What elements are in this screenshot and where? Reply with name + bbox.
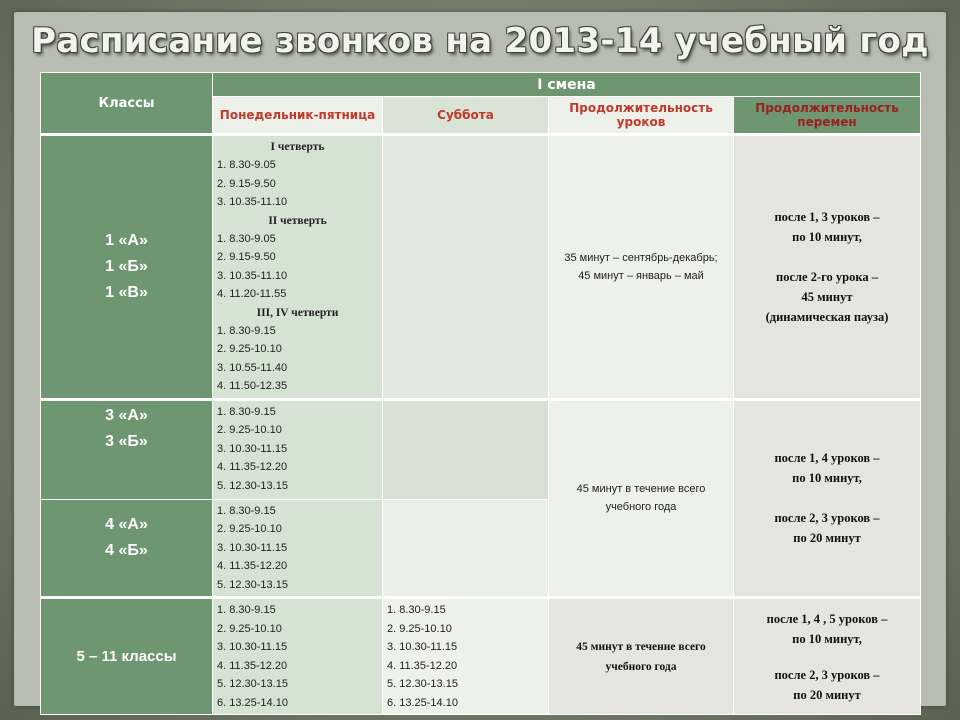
lesson-time: 3. 10.35-11.10 [217, 269, 288, 282]
lesson-time: 1. 8.30-9.15 [217, 504, 276, 517]
break-line: по 10 минут, [792, 631, 862, 646]
duration-line: 45 минут в течение всего [576, 483, 706, 496]
lesson-time: 2. 9.25-10.10 [217, 343, 282, 355]
grade1-breaks [734, 135, 921, 400]
break-line: по 10 минут, [792, 471, 862, 486]
grade34-breaks [734, 399, 921, 598]
lesson-time: 5. 12.30-13.15 [217, 578, 288, 591]
lesson-time: 3. 10.30-11.15 [217, 541, 288, 554]
break-line: после 2, 3 уроков – [774, 511, 880, 526]
duration-line: 45 минут – январь – май [578, 269, 704, 282]
lesson-time: 3. 10.55-11.40 [217, 361, 288, 374]
schedule-table [40, 72, 921, 715]
break-line: после 1, 4 , 5 уроков – [766, 611, 888, 626]
class-label: 4 «Б» [105, 541, 148, 559]
lesson-time: 2. 9.15-9.50 [217, 251, 276, 263]
lesson-time: 3. 10.30-11.15 [217, 641, 288, 653]
grade4-saturday-empty [383, 499, 549, 598]
lesson-time: 5. 12.30-13.15 [217, 678, 288, 690]
lesson-time: 2. 9.25-10.10 [387, 622, 452, 635]
header-shift: I смена [213, 73, 921, 97]
lesson-time: 2. 9.25-10.10 [217, 523, 282, 535]
classes-grade4 [41, 499, 213, 598]
grade4-mon-fri-schedule [213, 499, 383, 598]
lesson-time: 3. 10.30-11.15 [217, 442, 288, 455]
lesson-time: 4. 11.35-12.20 [217, 659, 288, 672]
break-line: после 1, 3 уроков – [774, 209, 880, 224]
break-line: по 10 минут, [792, 229, 862, 244]
lesson-time: 1. 8.30-9.05 [217, 232, 276, 245]
grade1-saturday-empty [383, 135, 549, 400]
grade34-lesson-duration [549, 399, 734, 598]
quarter-label: II четверть [268, 214, 327, 227]
class-label: 3 «Б» [105, 432, 148, 450]
break-line: по 20 минут [793, 687, 861, 702]
classes-grade5-11: 5 – 11 классы [41, 598, 213, 715]
classes-grade3 [41, 399, 213, 499]
header-saturday: Суббота [383, 97, 549, 135]
break-spacer [734, 649, 920, 665]
quarter-label: I четверть [270, 141, 325, 153]
lesson-time: 1. 8.30-9.15 [217, 324, 276, 337]
quarter-label: III, IV четверти [256, 306, 339, 319]
break-line: после 2-го урока – [776, 269, 878, 284]
grade5-11-saturday-schedule [383, 598, 549, 715]
lesson-time: 4. 11.50-12.35 [217, 380, 288, 392]
header-break-duration: Продолжительность перемен [734, 97, 921, 135]
lesson-time: 1. 8.30-9.15 [387, 604, 446, 616]
page-title: Расписание звонков на 2013-14 учебный год [31, 21, 929, 61]
class-label: 1 «Б» [105, 257, 148, 275]
lesson-time: 4. 11.35-12.20 [217, 560, 288, 572]
classes-grade1 [41, 135, 213, 400]
lesson-time: 1. 8.30-9.15 [217, 405, 276, 418]
header-lesson-duration: Продолжительность уроков [549, 97, 734, 135]
grade5-11-lesson-duration [549, 598, 734, 715]
lesson-time: 2. 9.25-10.10 [217, 622, 282, 635]
lesson-time: 6. 13.25-14.10 [217, 696, 288, 709]
break-line: 45 минут [801, 289, 853, 304]
duration-line: учебного года [605, 660, 677, 673]
break-spacer [734, 247, 920, 267]
grade5-11-mon-fri-schedule [213, 598, 383, 715]
grade5-11-breaks [734, 598, 921, 715]
lesson-time: 3. 10.30-11.15 [387, 641, 458, 653]
header-mon-fri: Понедельник-пятница [213, 97, 383, 135]
lesson-time: 5. 12.30-13.15 [217, 479, 288, 492]
grade1-mon-fri-schedule [213, 135, 383, 400]
class-label: 4 «А» [105, 515, 148, 533]
break-line: (динамическая пауза) [765, 309, 889, 324]
lesson-time: 2. 9.25-10.10 [217, 424, 282, 436]
break-line: по 20 минут [793, 531, 861, 546]
lesson-time: 4. 11.35-12.20 [387, 659, 458, 672]
break-spacer [734, 488, 920, 508]
lesson-time: 2. 9.15-9.50 [217, 177, 276, 190]
lesson-time: 4. 11.35-12.20 [217, 461, 288, 473]
duration-line: 45 минут в течение всего [576, 640, 706, 653]
header-classes: Классы [41, 73, 213, 135]
lesson-time: 1. 8.30-9.05 [217, 159, 276, 171]
break-line: после 1, 4 уроков – [774, 451, 880, 466]
lesson-time: 3. 10.35-11.10 [217, 196, 288, 208]
grade1-lesson-duration [549, 135, 734, 400]
duration-line: учебного года [605, 501, 677, 514]
class-label: 3 «А» [105, 406, 148, 424]
lesson-time: 4. 11.20-11.55 [217, 288, 287, 300]
class-label: 1 «В» [105, 283, 148, 301]
grade3-mon-fri-schedule [213, 399, 383, 499]
class-label: 1 «А» [105, 231, 148, 249]
lesson-time: 5. 12.30-13.15 [387, 678, 458, 690]
lesson-time: 6. 13.25-14.10 [387, 696, 458, 709]
break-line: после 2, 3 уроков – [774, 667, 880, 682]
duration-line: 35 минут – сентябрь-декабрь; [564, 251, 718, 264]
lesson-time: 1. 8.30-9.15 [217, 604, 276, 616]
grade3-saturday-empty [383, 399, 549, 499]
